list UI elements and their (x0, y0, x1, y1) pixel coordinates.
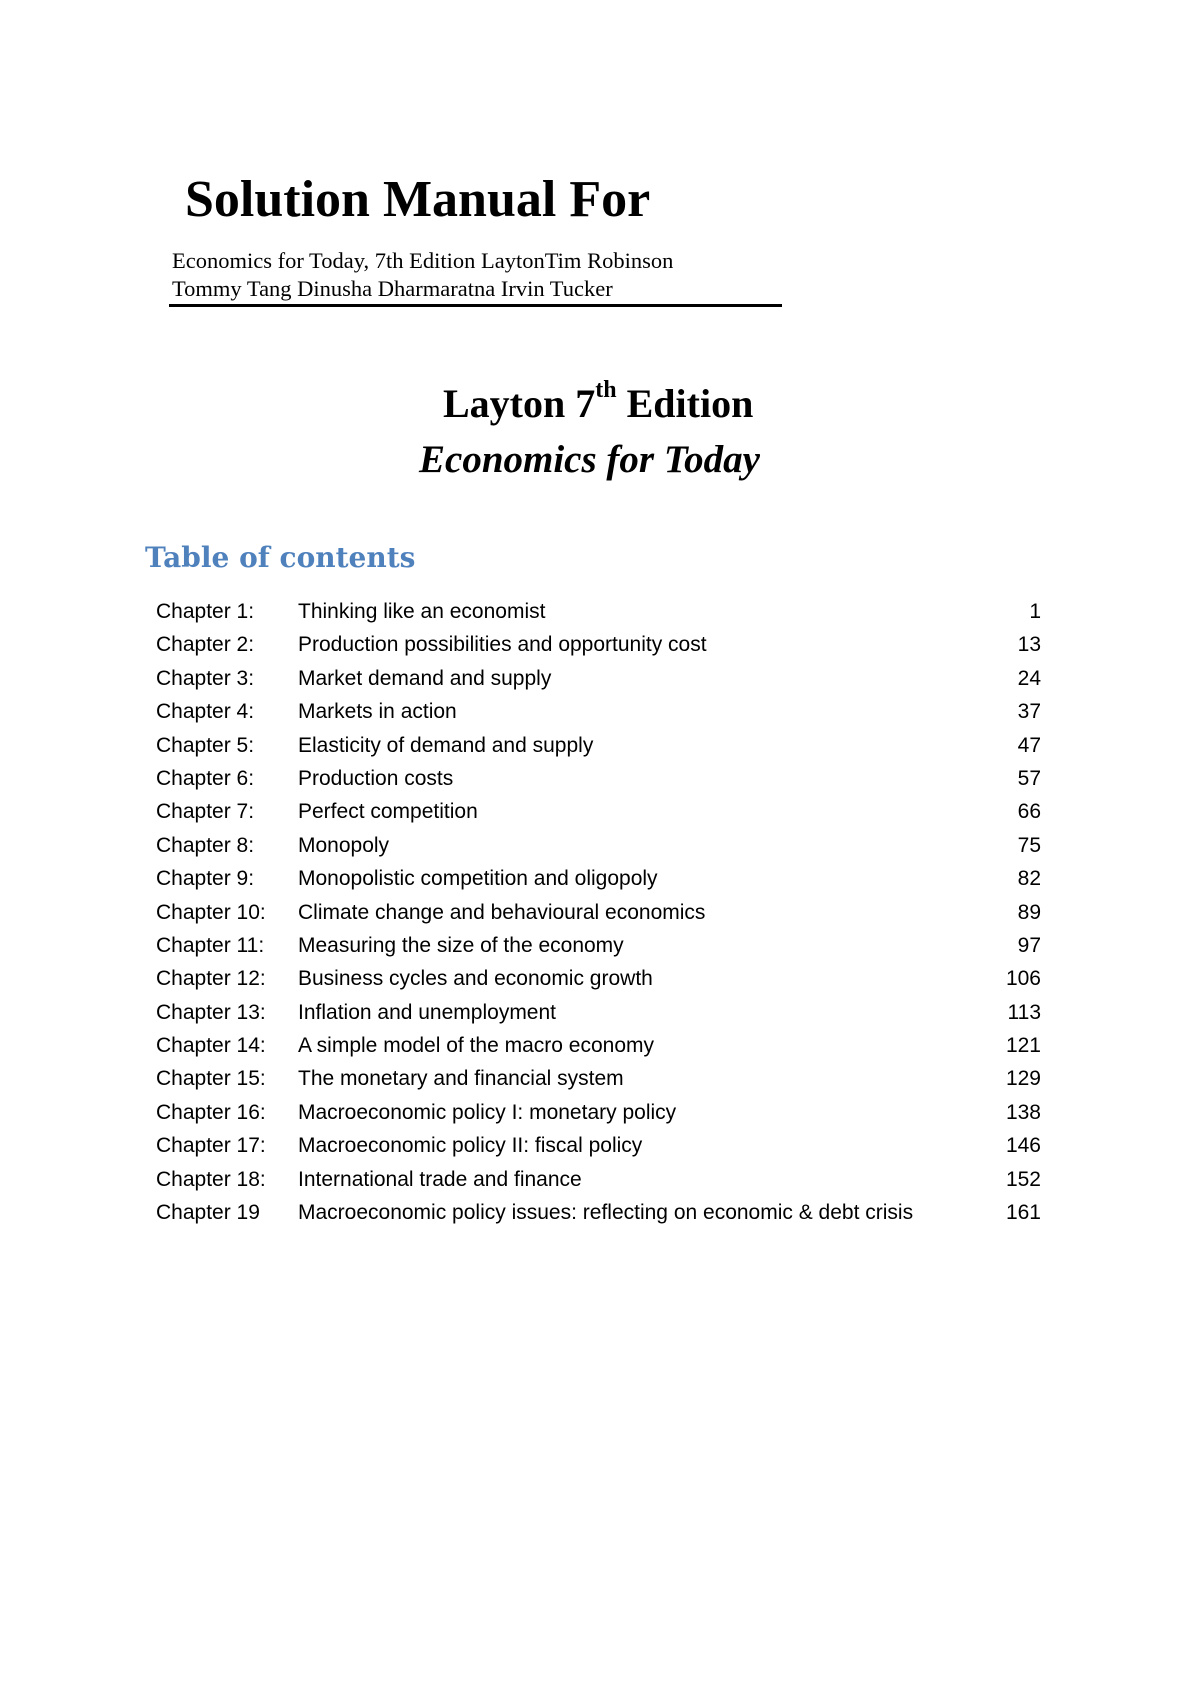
toc-chapter-label: Chapter 12: (156, 967, 266, 991)
toc-chapter-label: Chapter 11: (156, 933, 265, 957)
toc-page-number: 113 (1007, 1000, 1041, 1024)
toc-chapter-label: Chapter 2: (156, 633, 255, 657)
toc-page-number: 129 (1005, 1067, 1041, 1091)
toc-chapter-title: Thinking like an economist (298, 600, 546, 623)
toc-entry[interactable] (0, 929, 1191, 962)
subtitle-line-2: Tommy Tang Dinusha Dharmaratna Irvin Tucker (172, 276, 613, 301)
toc-page-number: 47 (1017, 733, 1041, 757)
toc-chapter-label: Chapter 9: (156, 867, 255, 891)
toc-page-number: 152 (1005, 1167, 1041, 1191)
toc-entry[interactable] (0, 695, 1191, 728)
toc-chapter-title: Perfect competition (298, 800, 478, 824)
toc-chapter-title: Inflation and unemployment (298, 1000, 556, 1024)
toc-chapter-title: The monetary and financial system (298, 1067, 624, 1091)
toc-chapter-title: Market demand and supply (298, 666, 552, 690)
toc-page-number: 1 (1029, 600, 1041, 623)
toc-entry[interactable] (0, 896, 1191, 929)
toc-entry[interactable] (0, 595, 1191, 628)
toc-list (0, 595, 1191, 1229)
toc-entry[interactable] (0, 662, 1191, 695)
toc-entry[interactable] (0, 1129, 1191, 1162)
toc-entry[interactable] (0, 1163, 1191, 1196)
toc-chapter-label: Chapter 14: (156, 1034, 266, 1058)
toc-page-number: 161 (1005, 1201, 1041, 1225)
toc-entry[interactable] (0, 1096, 1191, 1129)
toc-heading: Table of contents (145, 541, 416, 574)
page-title: Solution Manual For (185, 171, 651, 228)
toc-entry[interactable] (0, 862, 1191, 895)
toc-chapter-title: Climate change and behavioural economics (298, 900, 706, 924)
subtitle-block (172, 247, 673, 303)
toc-entry[interactable] (0, 1029, 1191, 1062)
toc-chapter-title: Production costs (298, 766, 454, 790)
edition-suffix: Edition (616, 381, 754, 426)
toc-page-number: 57 (1017, 766, 1041, 790)
toc-page-number: 138 (1005, 1100, 1041, 1124)
toc-chapter-title: Markets in action (298, 700, 457, 724)
toc-chapter-title: Business cycles and economic growth (298, 967, 653, 991)
toc-chapter-title: Macroeconomic policy II: fiscal policy (298, 1134, 643, 1158)
edition-superscript: th (595, 376, 617, 403)
toc-chapter-title: A simple model of the macro economy (298, 1034, 654, 1058)
toc-page-number: 106 (1005, 967, 1041, 991)
toc-chapter-label: Chapter 3: (156, 666, 255, 690)
toc-chapter-label: Chapter 1: (156, 600, 255, 623)
toc-chapter-label: Chapter 10: (156, 900, 266, 924)
toc-entry[interactable] (0, 628, 1191, 661)
toc-chapter-title: Monopolistic competition and oligopoly (298, 867, 658, 891)
toc-chapter-label: Chapter 17: (156, 1134, 266, 1158)
toc-entry[interactable] (0, 996, 1191, 1029)
toc-chapter-label: Chapter 7: (156, 800, 255, 824)
toc-chapter-label: Chapter 15: (156, 1067, 266, 1091)
subtitle-divider (169, 304, 782, 307)
toc-entry[interactable] (0, 762, 1191, 795)
subtitle-line-1: Economics for Today, 7th Edition LaytonTim Robinson (172, 248, 674, 273)
toc-entry[interactable] (0, 795, 1191, 828)
toc-page-number: 89 (1017, 900, 1041, 924)
toc-entry[interactable] (0, 1062, 1191, 1095)
toc-entry[interactable] (0, 962, 1191, 995)
toc-page-number: 13 (1017, 633, 1041, 657)
toc-chapter-label: Chapter 6: (156, 766, 255, 790)
toc-chapter-title: Monopoly (298, 833, 390, 857)
toc-page-number: 75 (1017, 833, 1041, 857)
toc-chapter-title: Macroeconomic policy I: monetary policy (298, 1100, 677, 1124)
toc-chapter-title: Macroeconomic policy issues: reflecting on economic & debt crisis (298, 1201, 914, 1225)
toc-page-number: 121 (1005, 1034, 1041, 1058)
toc-chapter-label: Chapter 19 (156, 1201, 260, 1225)
toc-chapter-label: Chapter 18: (156, 1167, 266, 1191)
toc-page-number: 37 (1017, 700, 1041, 724)
toc-chapter-title: Measuring the size of the economy (298, 933, 624, 957)
toc-chapter-title: Production possibilities and opportunity cost (298, 633, 707, 657)
toc-entry[interactable] (0, 829, 1191, 862)
toc-entry[interactable] (0, 1196, 1191, 1229)
toc-entry[interactable] (0, 729, 1191, 762)
book-title: Economics for Today (419, 438, 760, 481)
toc-page-number: 97 (1017, 933, 1041, 957)
toc-page-number: 146 (1005, 1134, 1041, 1158)
toc-page-number: 82 (1017, 867, 1041, 891)
toc-chapter-label: Chapter 5: (156, 733, 255, 757)
toc-chapter-label: Chapter 16: (156, 1100, 266, 1124)
toc-chapter-title: Elasticity of demand and supply (298, 733, 594, 757)
edition-prefix: Layton 7 (443, 381, 596, 426)
toc-page-number: 24 (1017, 666, 1041, 690)
toc-chapter-label: Chapter 13: (156, 1000, 266, 1024)
toc-chapter-label: Chapter 8: (156, 833, 255, 857)
toc-chapter-label: Chapter 4: (156, 700, 255, 724)
edition-heading (443, 376, 754, 428)
toc-page-number: 66 (1017, 800, 1041, 824)
toc-chapter-title: International trade and finance (298, 1167, 582, 1191)
